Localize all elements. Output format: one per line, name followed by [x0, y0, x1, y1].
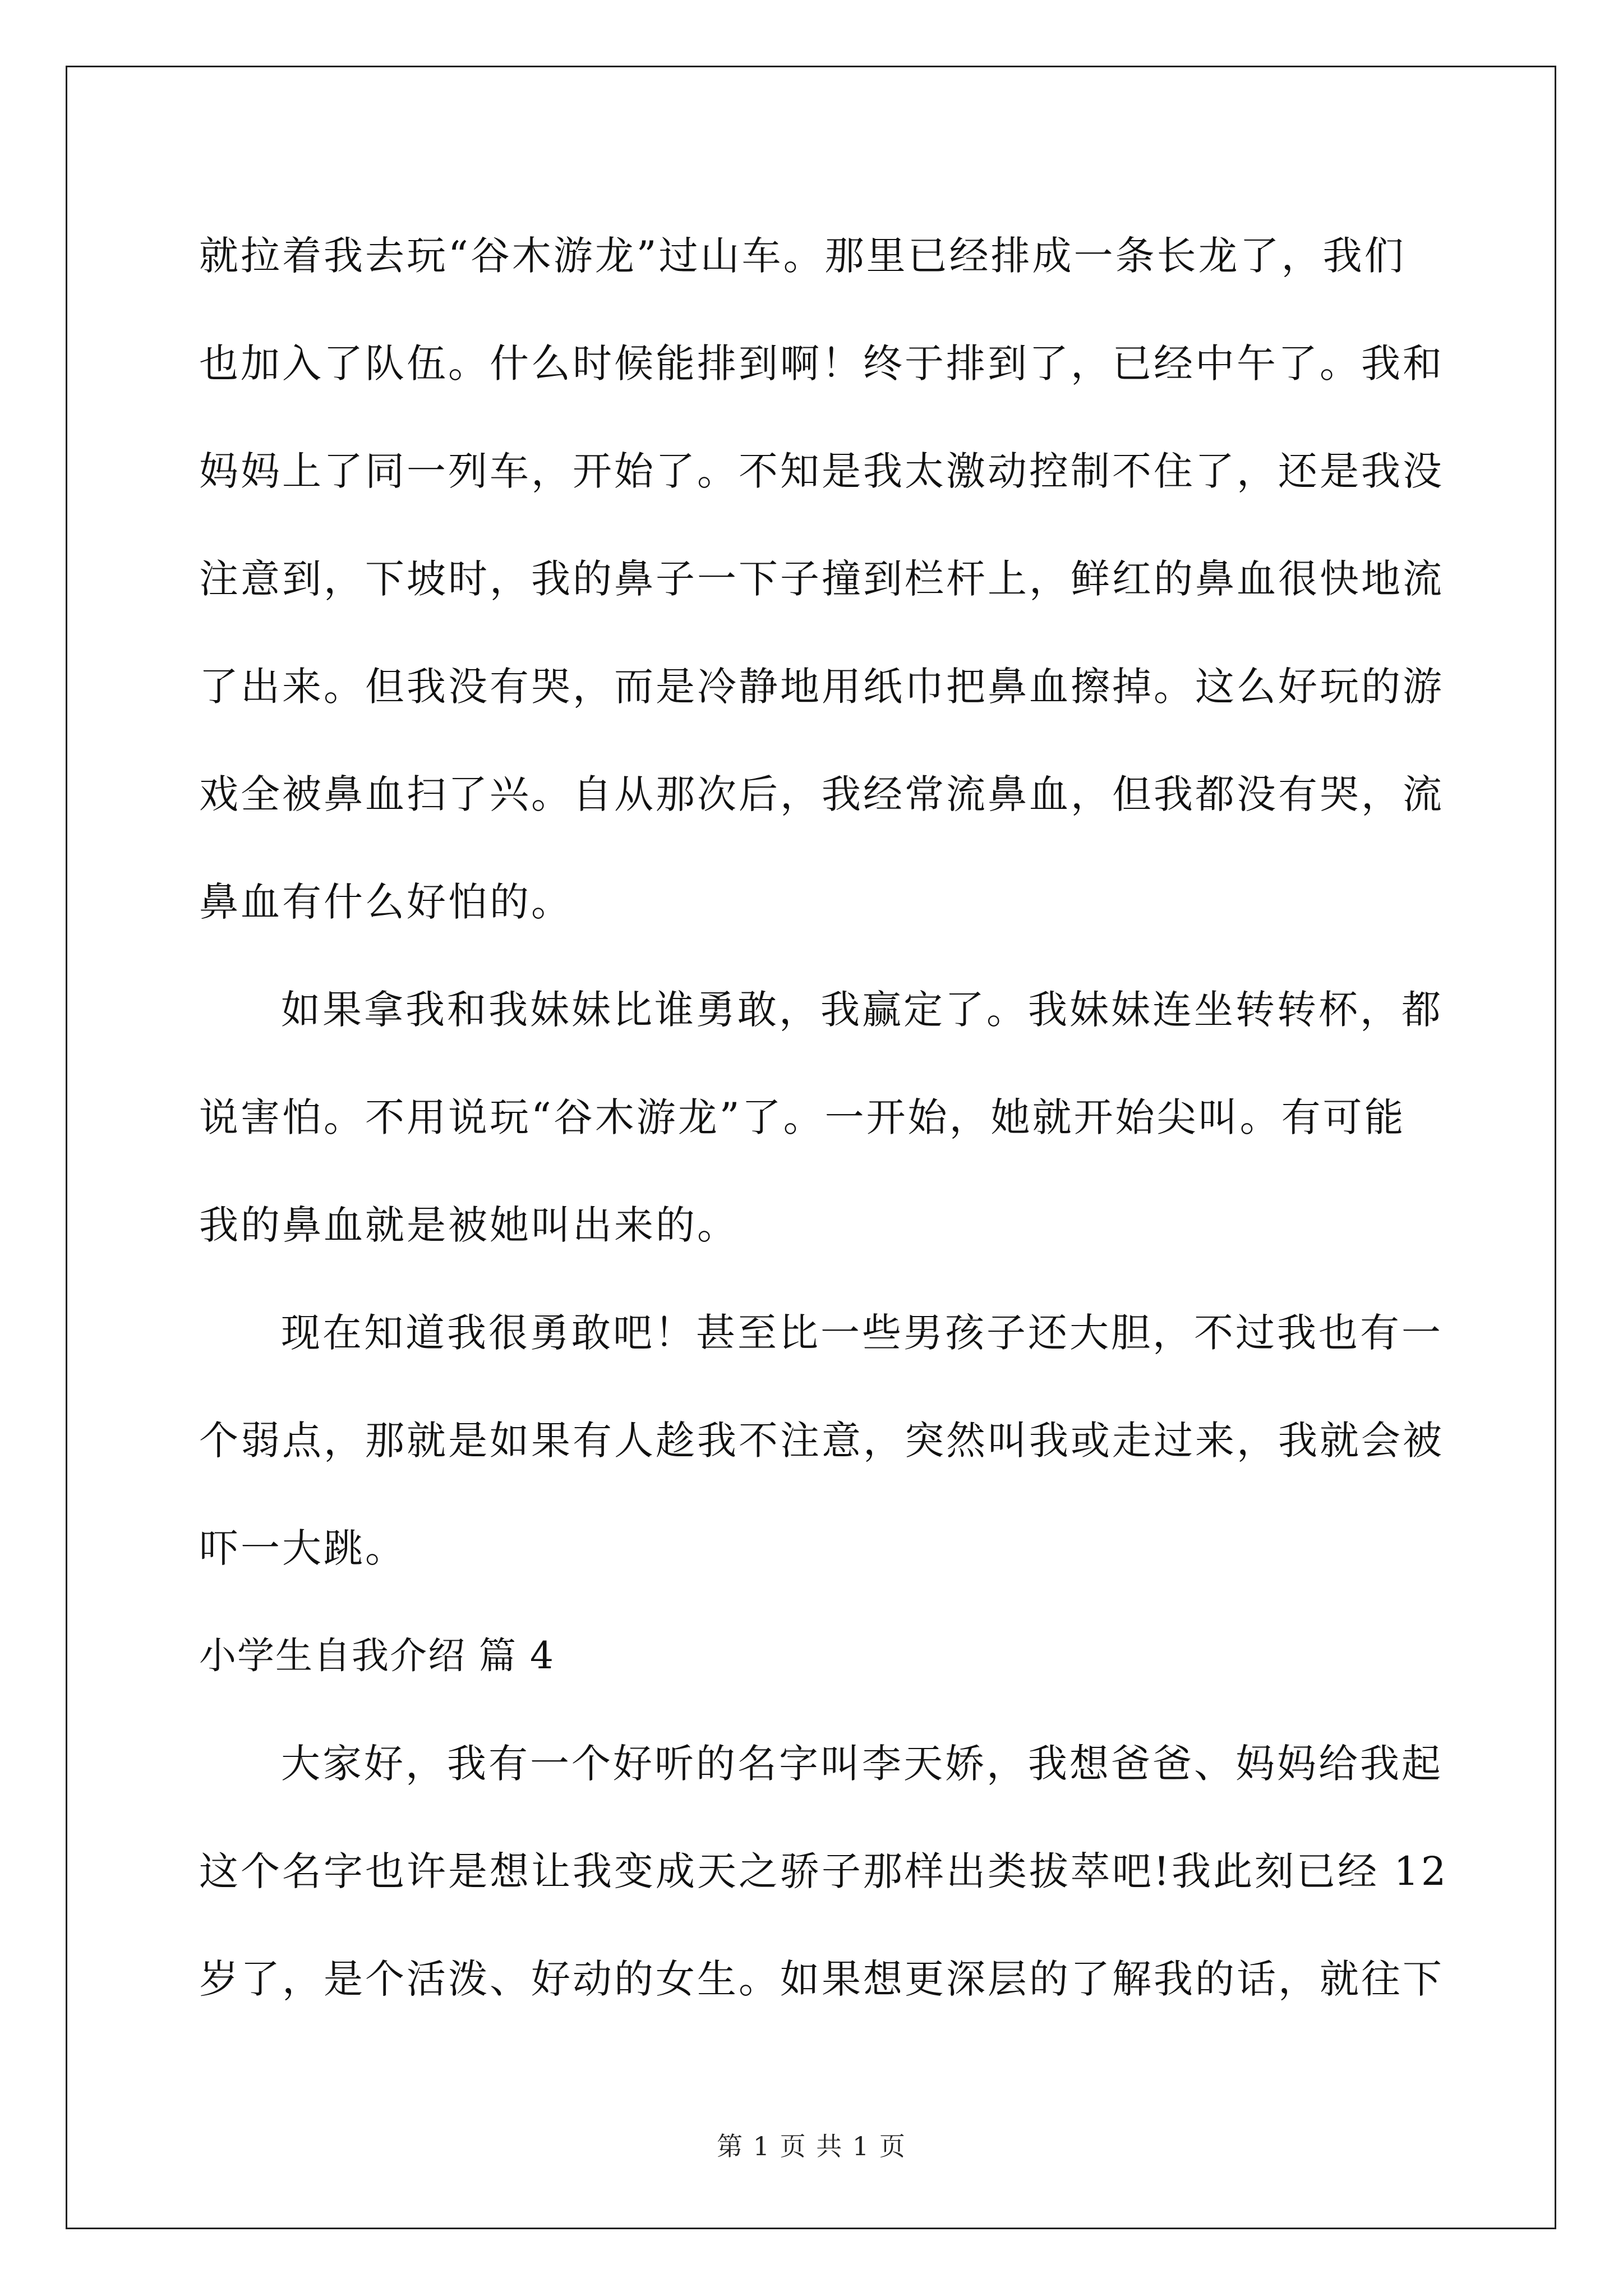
paragraph-line: 戏全被鼻血扫了兴。自从那次后，我经常流鼻血，但我都没有哭，流 [199, 771, 1444, 817]
paragraph-line: 注意到，下坡时，我的鼻子一下子撞到栏杆上，鲜红的鼻血很快地流 [199, 556, 1444, 602]
paragraph-line: 个弱点，那就是如果有人趁我不注意，突然叫我或走过来，我就会被 [199, 1418, 1444, 1464]
paragraph-line: 吓一大跳。 [199, 1525, 407, 1571]
paragraph-line: 岁了，是个活泼、好动的女生。如果想更深层的了解我的话，就往下 [199, 1956, 1444, 2002]
paragraph-line: 说害怕。不用说玩“谷木游龙”了。一开始，她就开始尖叫。有可能 [199, 1094, 1406, 1140]
paragraph-line: 如果拿我和我妹妹比谁勇敢，我赢定了。我妹妹连坐转转杯，都 [281, 987, 1443, 1033]
paragraph-line: 大家好，我有一个好听的名字叫李天娇，我想爸爸、妈妈给我起 [281, 1741, 1443, 1787]
paragraph-line: 就拉着我去玩“谷木游龙”过山车。那里已经排成一条长龙了，我们 [199, 233, 1406, 279]
document-body [199, 202, 1449, 2033]
paragraph-line: 鼻血有什么好怕的。 [199, 879, 573, 925]
section-heading: 小学生自我介绍 篇 4 [199, 1634, 555, 1677]
paragraph-line: 了出来。但我没有哭，而是冷静地用纸巾把鼻血擦掉。这么好玩的游 [199, 664, 1444, 710]
page-footer: 第 1 页 共 1 页 [717, 2131, 906, 2161]
paragraph-line: 我的鼻血就是被她叫出来的。 [199, 1202, 739, 1248]
paragraph-line: 也加入了队伍。什么时候能排到啊！终于排到了，已经中午了。我和 [199, 341, 1444, 386]
paragraph-line: 妈妈上了同一列车，开始了。不知是我太激动控制不住了，还是我没 [199, 448, 1444, 494]
paragraph-line: 这个名字也许是想让我变成天之骄子那样出类拔萃吧!我此刻已经 12 [199, 1848, 1449, 1894]
paragraph-line: 现在知道我很勇敢吧！甚至比一些男孩子还大胆，不过我也有一 [281, 1310, 1443, 1356]
